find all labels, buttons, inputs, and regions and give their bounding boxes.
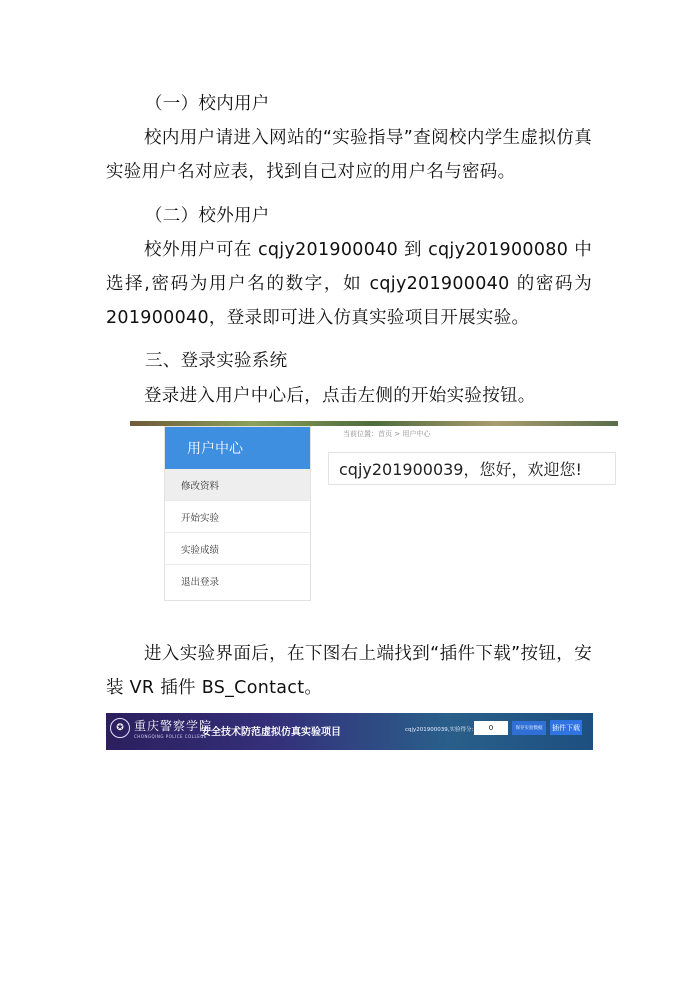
section-heading-internal: （一）校内用户: [145, 94, 270, 114]
paragraph-login: 登录进入用户中心后，点击左侧的开始实验按钮。: [144, 386, 536, 406]
welcome-message: cqjy201900039，您好，欢迎您!: [328, 452, 616, 485]
college-logo-text: 重庆警察学院: [134, 719, 213, 733]
user-center-sidebar: [164, 426, 311, 601]
experiment-header-screenshot: [106, 713, 593, 750]
sidebar-item-start-experiment[interactable]: 开始实验: [165, 501, 310, 533]
paragraph-plugin-instructions: 进入实验界面后，在下图右上端找到“插件下载”按钮，安装 VR 插件 BS_Contact。: [106, 644, 592, 698]
section-heading-external: （二）校外用户: [145, 206, 270, 226]
section-heading-login: 三、登录实验系统: [145, 351, 288, 371]
sidebar-item-edit-profile[interactable]: 修改资料: [165, 469, 310, 501]
score-field: 0: [474, 721, 508, 735]
project-title: 安全技术防范虚拟仿真实验项目: [201, 727, 341, 738]
sidebar-item-logout[interactable]: 退出登录: [181, 576, 220, 588]
paragraph-external-users: 校外用户可在 cqjy201900040 到 cqjy201900080 中选择,密码为用户名的数字，如 cqjy201900040 的密码为 201900040，登录即可进入仿真实验项目开展实验。: [106, 240, 592, 328]
plugin-download-button[interactable]: 插件下载: [550, 720, 582, 735]
save-data-button[interactable]: 保存实验数据: [512, 721, 546, 735]
sidebar-item-experiment-scores[interactable]: 实验成绩: [165, 533, 310, 565]
breadcrumb: 当前位置：首页 > 用户中心: [343, 430, 431, 438]
sidebar-title: 用户中心: [165, 427, 310, 469]
paragraph-internal-users: 校内用户请进入网站的“实验指导”查阅校内学生虚拟仿真实验用户名对应表，找到自己对应的用户名与密码。: [106, 128, 592, 182]
score-label: cqjy201900039,实验得分:: [405, 727, 474, 733]
college-logo-subtitle: CHONGQING POLICE COLLEGE: [134, 734, 207, 739]
user-center-screenshot: [130, 421, 618, 604]
college-emblem-icon: ✪: [110, 718, 130, 738]
